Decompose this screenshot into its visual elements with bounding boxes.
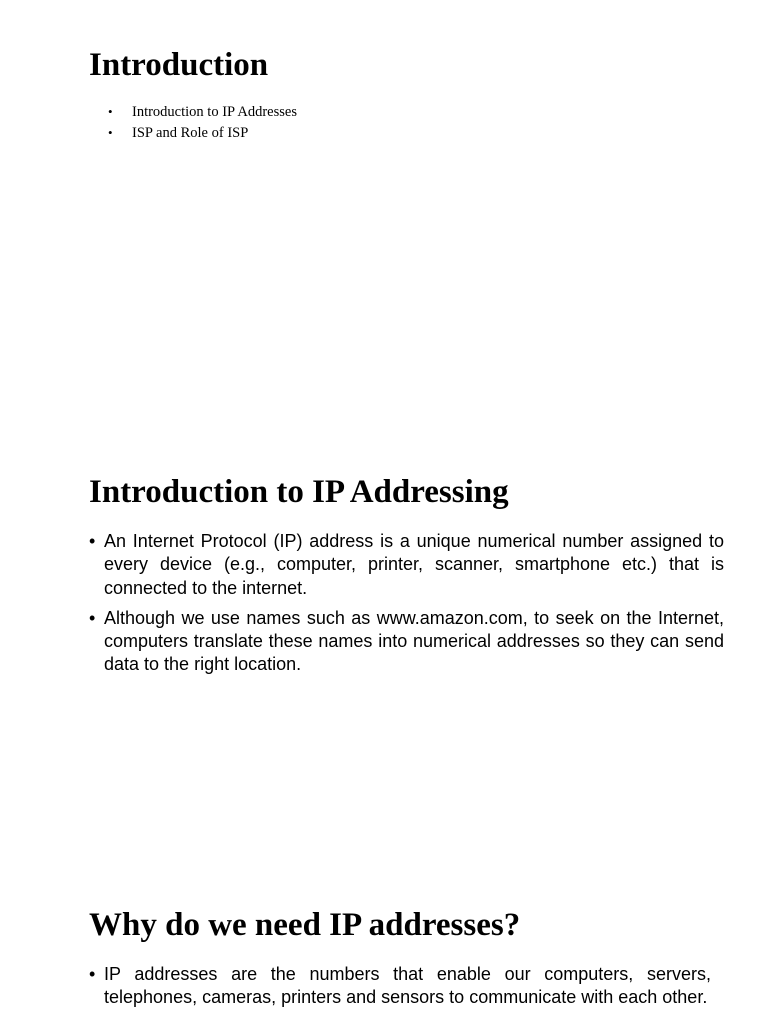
bullet-list: [89, 963, 711, 1017]
bullet-item: • IP addresses are the numbers that enable our computers, servers, telephones, cameras, printers and sensors to communicate with each other.: [89, 963, 711, 1010]
slide-title: Introduction: [89, 47, 269, 83]
agenda-item: • Introduction to IP Addresses: [107, 102, 297, 123]
slide-title: Why do we need IP addresses?: [89, 907, 521, 943]
slide-introduction: [0, 0, 768, 440]
agenda-list: [107, 102, 297, 144]
slide-why-ip-addresses: [0, 880, 768, 1024]
slide-ip-addressing: [0, 440, 768, 880]
bullet-item: • An Internet Protocol (IP) address is a unique numerical number assigned to every device (e.g., computer, printer, scanner, smartphone etc.) that is connected to the internet.: [89, 530, 724, 600]
agenda-item: • ISP and Role of ISP: [107, 123, 297, 144]
slide-title: Introduction to IP Addressing: [89, 474, 509, 510]
bullet-item: • Although we use names such as www.amazon.com, to seek on the Internet, computers translate these names into numerical addresses so they can send data to the right location.: [89, 607, 724, 677]
bullet-list: [89, 530, 724, 684]
